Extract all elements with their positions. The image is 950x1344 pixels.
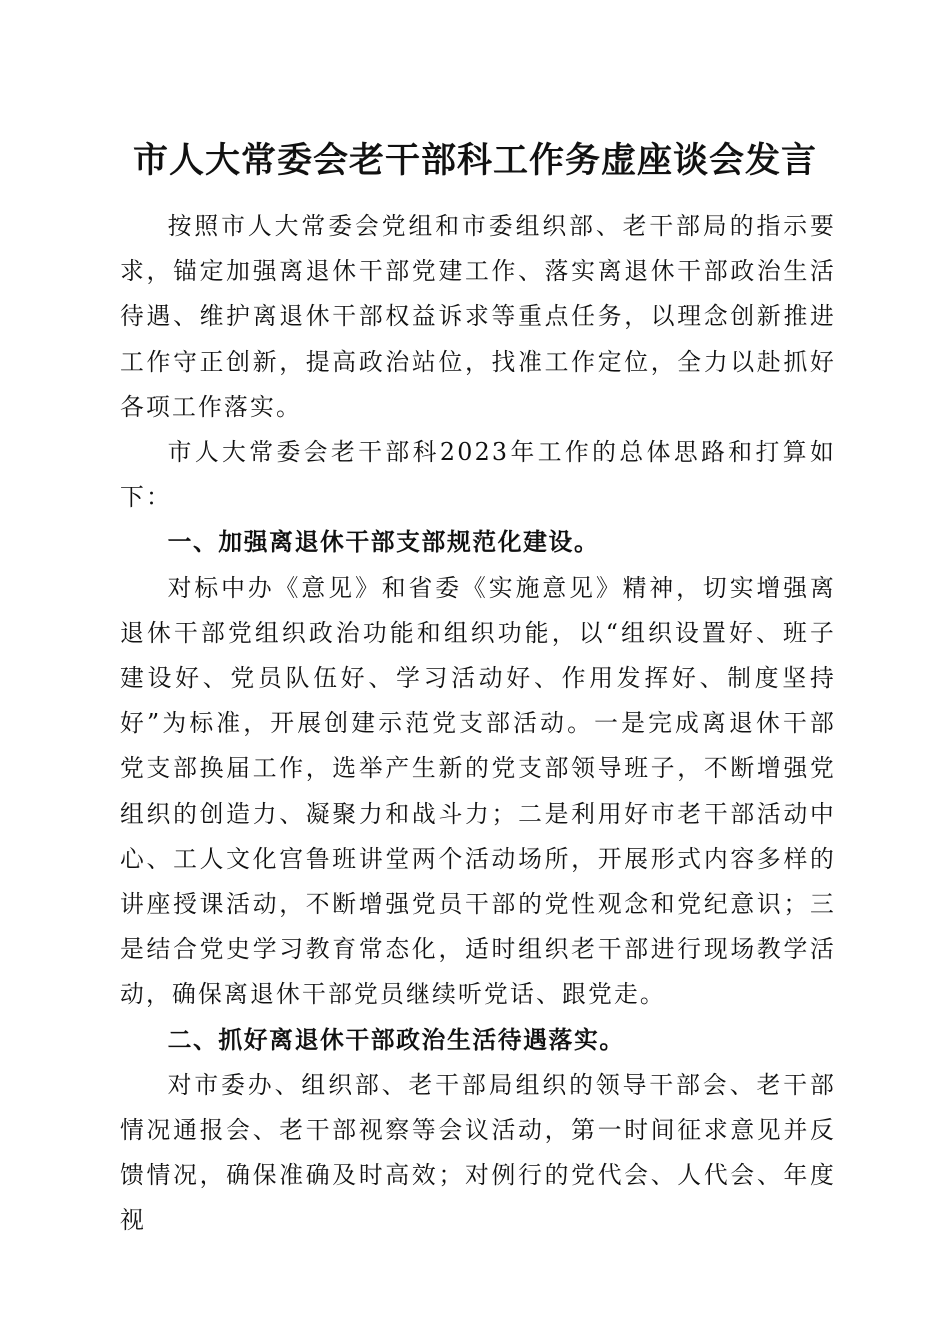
section-2-heading: 二、抓好离退休干部政治生活待遇落实。 bbox=[167, 1025, 625, 1054]
section-1-heading: 一、加强离退休干部支部规范化建设。 bbox=[167, 528, 600, 557]
section-2-paragraph: 对市委办、组织部、老干部局组织的领导干部会、老干部情况通报会、老干部视察等会议活动，第一时间征求意见并反馈情况，确保准确及时高效；对例行的党代会、人代会、年度视 bbox=[120, 1070, 836, 1235]
document-title: 市人大常委会老干部科工作务虚座谈会发言 bbox=[132, 140, 817, 181]
document-body bbox=[120, 204, 836, 1244]
intro-paragraph: 按照市人大常委会党组和市委组织部、老干部局的指示要求，锚定加强离退休干部党建工作、落实离退休干部政治生活待遇、维护离退休干部权益诉求等重点任务，以理念创新推进工作守正创新，提高政治站位，找准工作定位，全力以赴抓好各项工作落实。 bbox=[120, 212, 836, 421]
section-1-paragraph: 对标中办《意见》和省委《实施意见》精神，切实增强离退休干部党组织政治功能和组织功能，以“组织设置好、班子建设好、党员队伍好、学习活动好、作用发挥好、制度坚持好”为标准，开展创建示范党支部活动。一是完成离退休干部党支部换届工作，选举产生新的党支部领导班子，不断增强党组织的创造力、凝聚力和战斗力；二是利用好市老干部活动中心、工人文化宫鲁班讲堂两个活动场所，开展形式内容多样的讲座授课活动，不断增强党员干部的党性观念和党纪意识；三是结合党史学习教育常态化，适时组织老干部进行现场教学活动，确保离退休干部党员继续听党话、跟党走。 bbox=[120, 573, 836, 1009]
overview-paragraph: 市人大常委会老干部科2023年工作的总体思路和打算如下： bbox=[120, 438, 836, 512]
